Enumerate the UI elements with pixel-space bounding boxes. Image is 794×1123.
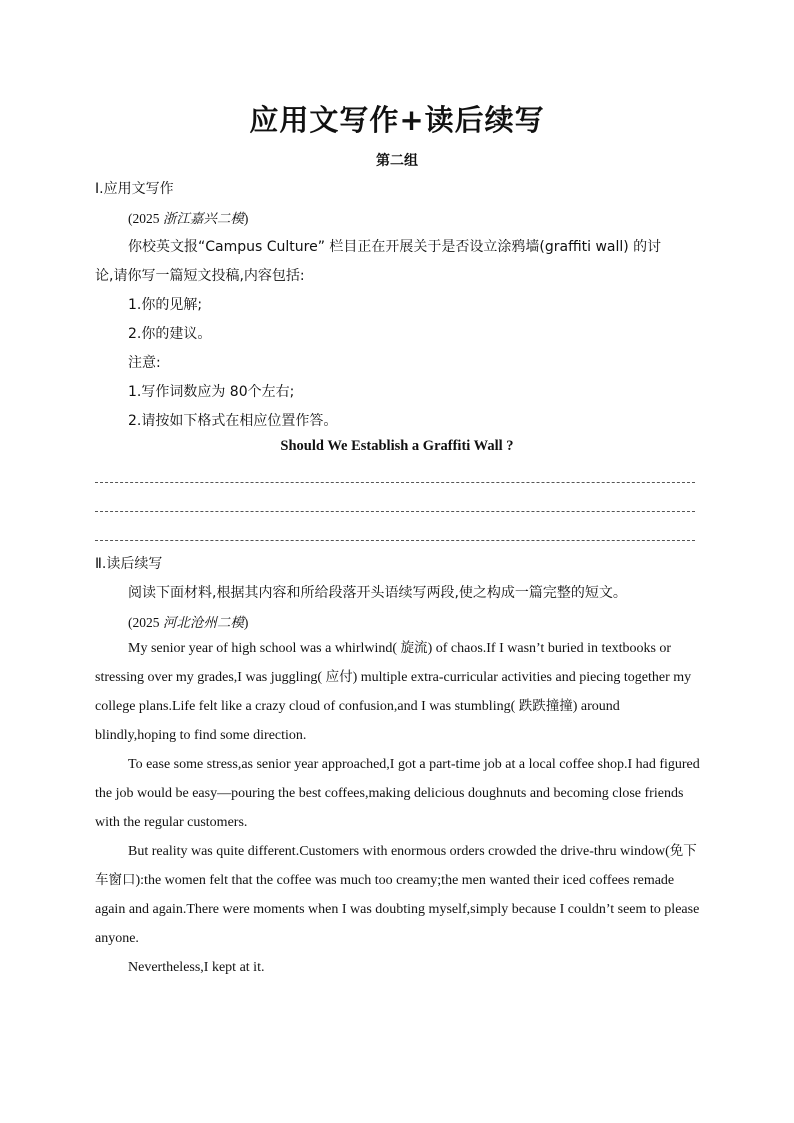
section2-instruction: 阅读下面材料,根据其内容和所给段落开头语续写两段,使之构成一篇完整的短文。 [128, 585, 627, 601]
gloss: 应付 [325, 669, 353, 685]
note-label: 注意: [128, 355, 161, 371]
story-paragraph-1 [95, 634, 700, 750]
story-paragraph-3 [95, 837, 700, 953]
prompt-line-1: 你校英文报“Campus Culture” 栏目正在开展关于是否设立涂鸦墙(graffiti wall) 的讨 [128, 239, 662, 255]
text-run: But reality was quite different.Customers with enormous orders crowded the drive-thru window( [128, 844, 670, 859]
essay-title: Should We Establish a Graffiti Wall ? [280, 438, 514, 454]
content-item-2: 2.你的建议。 [128, 326, 212, 342]
story-paragraph-4: Nevertheless,I kept at it. [128, 960, 265, 975]
text-run: ) multiple extra-curricular activities and piecing together my college plans.Life felt like a crazy cloud of confusion,and I was stumbling( [95, 670, 692, 714]
section2-source [128, 611, 248, 631]
answer-line [95, 482, 695, 483]
prompt-line-2: 论,请你写一篇短文投稿,内容包括: [95, 268, 305, 284]
text-run: ) of chaos.If I wasn’t buried in textbooks or stressing over my grades,I was juggling( [95, 641, 672, 685]
text-run: My senior year of high school was a whirlwind( [128, 641, 401, 656]
note-item-1: 1.写作词数应为 80个左右; [128, 384, 295, 400]
source-close: ) [243, 211, 249, 226]
story-text [95, 634, 700, 982]
text-run: ) around blindly,hoping to find some direction. [95, 699, 620, 743]
page-title: 应用文写作+读后续写 [249, 103, 545, 137]
section2-heading: Ⅱ.读后续写 [95, 556, 163, 572]
story-paragraph-2: To ease some stress,as senior year approached,I got a part-time job at a local coffee shop.I had figured the job would be easy—pouring the best coffees,making delicious doughnuts and becoming close friends with the regular customers. [95, 757, 700, 830]
source-exam: 浙江嘉兴二模 [162, 211, 244, 227]
text-run: ):the women felt that the coffee was much too creamy;the men wanted their iced coffees remade again and again.There were moments when I was doubting myself,simply because I couldn’t seem to please anyone. [95, 873, 700, 946]
answer-line [95, 511, 695, 512]
section1-heading: Ⅰ.应用文写作 [95, 181, 174, 197]
note-item-2: 2.请按如下格式在相应位置作答。 [128, 413, 338, 429]
gloss: 跌跌撞撞 [518, 698, 573, 714]
source-year: (2025 [128, 211, 163, 226]
gloss: 免下车窗口 [95, 843, 697, 888]
answer-line [95, 540, 695, 541]
page-subtitle: 第二组 [376, 153, 418, 169]
source-close: ) [243, 615, 249, 630]
gloss: 旋流 [400, 640, 428, 656]
content-item-1: 1.你的见解; [128, 297, 203, 313]
source-year: (2025 [128, 615, 163, 630]
section1-source [128, 207, 248, 227]
source-exam: 河北沧州二模 [162, 615, 244, 631]
